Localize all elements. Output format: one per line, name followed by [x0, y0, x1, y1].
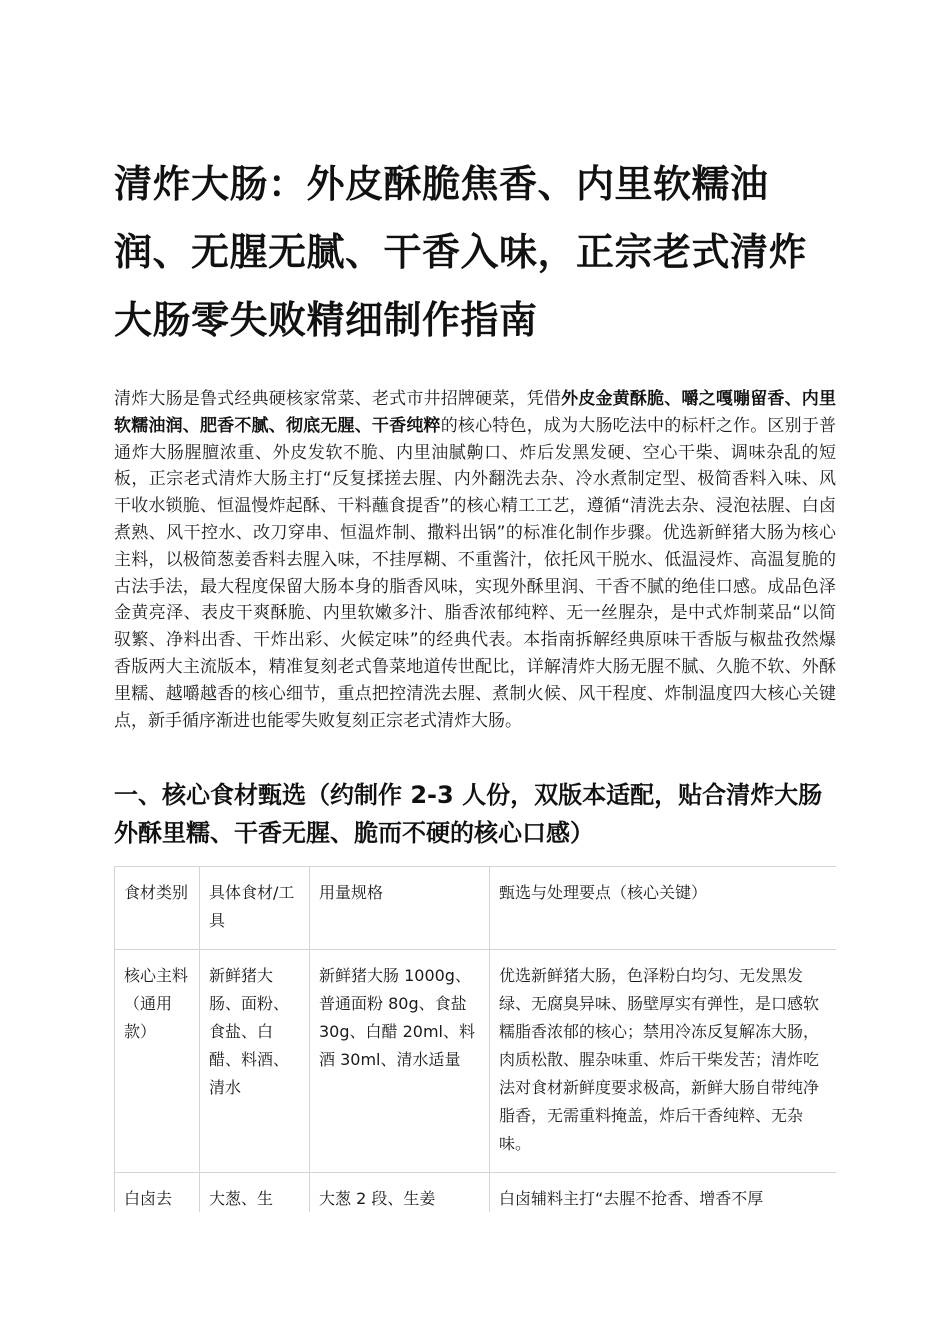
cell-notes: 优选新鲜猪大肠，色泽粉白均匀、无发黑发绿、无腐臭异味、肠壁厚实有弹性，是口感软糯脂香浓郁的核心；禁用冷冻反复解冻大肠，肉质松散、腥杂味重、炸后干柴发苦；清炸吃法对食材新鲜度要求极高，新鲜大肠自带纯净脂香，无需重料掩盖，炸后干香纯粹、无杂味。 — [490, 950, 837, 1173]
page-title: 清炸大肠：外皮酥脆焦香、内里软糯油润、无腥无腻、干香入味，正宗老式清炸大肠零失败精细制作指南 — [114, 162, 808, 342]
intro-text-1: 清炸大肠是鲁式经典硬核家常菜、老式市井招牌硬菜，凭借 — [114, 389, 562, 409]
cell-category: 白卤去 — [115, 1173, 200, 1213]
ingredients-table — [114, 866, 836, 1212]
table-header-row — [115, 867, 837, 950]
document-page — [114, 150, 837, 1208]
intro-text-2: 的核心特色，成为大肠吃法中的标杆之作。区别于普通炸大肠腥膻浓重、外皮发软不脆、内里油腻齁口、炸后发黑发硬、空心干柴、调味杂乱的短板，正宗老式清炸大肠主打“反复揉搓去腥、内外翻洗去杂、冷水煮制定型、极简香料入味、风干收水锁脆、恒温慢炸起酥、干料蘸食提香”的核心精工工艺，遵循“清洗去杂、浸泡祛腥、白卤煮熟、风干控水、改刀穿串、恒温炸制、撒料出锅”的标准化制作步骤。优选新鲜猪大肠为核心主料，以极简葱姜香料去腥入味，不挂厚糊、不重酱汁，依托风干脱水、低温浸炸、高温复脆的古法手法，最大程度保留大肠本身的脂香风味，实现外酥里润、干香不腻的绝佳口感。成品色泽金黄亮泽、表皮干爽酥脆、内里软嫩多汁、脂香浓郁纯粹、无一丝腥杂，是中式炸制菜品“以简驭繁、净料出香、干炸出彩、火候定味”的经典代表。本指南拆解经典原味干香版与椒盐孜然爆香版两大主流版本，精准复刻老式鲁菜地道传世配比，详解清炸大肠无腥不腻、久脆不软、外酥里糯、越嚼越香的核心细节，重点把控清洗去腥、煮制火候、风干程度、炸制温度四大核心关键点，新手循序渐进也能零失败复刻正宗老式清炸大肠。 — [114, 415, 837, 731]
cell-items: 大葱、生 — [200, 1173, 310, 1213]
table-row — [115, 950, 837, 1173]
cell-amount: 新鲜猪大肠 1000g、普通面粉 80g、食盐 30g、白醋 20ml、料酒 30ml、清水适量 — [310, 950, 490, 1173]
cell-category: 核心主料（通用款） — [115, 950, 200, 1173]
intro-paragraph — [114, 386, 836, 734]
cell-items: 新鲜猪大肠、面粉、食盐、白醋、料酒、清水 — [200, 950, 310, 1173]
cell-notes: 白卤辅料主打“去腥不抢香、增香不厚 — [490, 1173, 837, 1213]
cell-amount: 大葱 2 段、生姜 — [310, 1173, 490, 1213]
ingredients-table-container — [114, 866, 836, 1212]
section-heading-ingredients: 一、核心食材甄选（约制作 2-3 人份，双版本适配，贴合清炸大肠外酥里糯、干香无腥、脆而不硬的核心口感） — [114, 781, 823, 847]
header-category: 食材类别 — [115, 867, 200, 950]
header-notes: 甄选与处理要点（核心关键） — [490, 867, 837, 950]
intro-highlight: 外皮金黄酥脆、嚼之嘎嘣留香、内里软糯油润、肥香不腻、彻底无腥、干香纯粹 — [114, 389, 837, 436]
header-items: 具体食材/工具 — [200, 867, 310, 950]
table-row — [115, 1173, 837, 1213]
header-amount: 用量规格 — [310, 867, 490, 950]
